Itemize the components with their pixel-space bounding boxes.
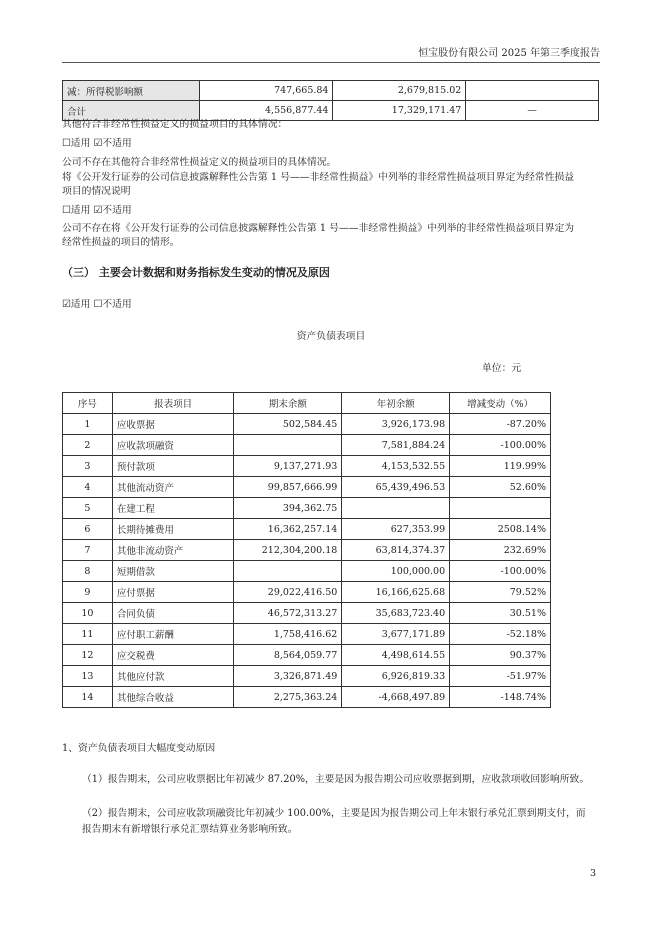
closing-balance: 212,304,200.18	[234, 540, 342, 561]
closing-balance: 502,584.45	[234, 414, 342, 435]
current-amount: 747,665.84	[199, 81, 333, 101]
row-index: 4	[63, 477, 113, 498]
section-title: （三） 主要会计数据和财务指标发生变动的情况及原因	[62, 266, 330, 279]
column-header: 序号	[63, 393, 113, 414]
opening-balance: 65,439,496.53	[342, 477, 450, 498]
item-name: 短期借款	[112, 561, 234, 582]
table-row	[63, 687, 551, 708]
table-header-row	[63, 393, 551, 414]
opening-balance: 100,000.00	[342, 561, 450, 582]
table-row	[63, 561, 551, 582]
closing-balance	[234, 561, 342, 582]
row-index: 14	[63, 687, 113, 708]
row-index: 5	[63, 498, 113, 519]
table-row	[63, 582, 551, 603]
paragraph: 将《公开发行证券的公司信息披露解释性公告第 1 号——非经常性损益》中列举的非经常性损益项目界定为经常性损益	[62, 172, 575, 183]
reason-paragraph: （2）报告期末，公司应收款项融资比年初减少 100.00%，主要是因为报告期公司上年末银行承兑汇票到期支付，而	[82, 808, 586, 819]
closing-balance: 8,564,059.77	[234, 645, 342, 666]
page-number: 3	[590, 868, 597, 879]
change-percent: -52.18%	[450, 624, 551, 645]
change-percent: 30.51%	[450, 603, 551, 624]
closing-balance: 3,326,871.49	[234, 666, 342, 687]
reasons-heading: 1、资产负债表项目大幅度变动原因	[62, 743, 216, 754]
row-index: 12	[63, 645, 113, 666]
opening-balance: 3,926,173.98	[342, 414, 450, 435]
column-header: 增减变动（%）	[450, 393, 551, 414]
closing-balance: 394,362.75	[234, 498, 342, 519]
change-percent: -100.00%	[450, 561, 551, 582]
item-name: 在建工程	[112, 498, 234, 519]
applicable-checkbox-line: ☑适用 ☐不适用	[62, 299, 132, 310]
row-index: 11	[63, 624, 113, 645]
paragraph: 项目的情况说明	[62, 186, 131, 197]
item-name: 应付票据	[112, 582, 234, 603]
change-percent: 119.99%	[450, 456, 551, 477]
closing-balance: 1,758,416.62	[234, 624, 342, 645]
change-percent: -100.00%	[450, 435, 551, 456]
unit-label: 单位：元	[482, 363, 522, 374]
opening-balance: 4,498,614.55	[342, 645, 450, 666]
item-name: 应收票据	[112, 414, 234, 435]
item-name: 其他综合收益	[112, 687, 234, 708]
current-amount: 4,556,877.44	[199, 101, 333, 121]
item-name: 应交税费	[112, 645, 234, 666]
row-index: 7	[63, 540, 113, 561]
header-divider	[62, 62, 600, 63]
opening-balance: 7,581,884.24	[342, 435, 450, 456]
applicable-checkbox-line: ☐适用 ☑不适用	[62, 205, 132, 216]
change-percent: 79.52%	[450, 582, 551, 603]
row-label: 合计	[63, 101, 200, 121]
table-row	[63, 456, 551, 477]
table-row	[63, 498, 551, 519]
column-header: 报表项目	[112, 393, 234, 414]
balance-sheet-table	[62, 392, 551, 708]
note-cell	[466, 81, 599, 101]
closing-balance: 2,275,363.24	[234, 687, 342, 708]
change-percent	[450, 498, 551, 519]
table-row	[63, 603, 551, 624]
table-caption: 资产负债表项目	[296, 331, 366, 342]
change-percent: 90.37%	[450, 645, 551, 666]
opening-balance: 3,677,171.89	[342, 624, 450, 645]
change-percent: 52.60%	[450, 477, 551, 498]
paragraph: 其他符合非经常性损益定义的损益项目的具体情况：	[62, 119, 288, 130]
closing-balance: 46,572,313.27	[234, 603, 342, 624]
table-row	[63, 519, 551, 540]
non-recurring-table	[62, 80, 599, 121]
row-index: 1	[63, 414, 113, 435]
row-label: 减：所得税影响额	[63, 81, 200, 101]
ytd-amount: 17,329,171.47	[333, 101, 466, 121]
change-percent: 232.69%	[450, 540, 551, 561]
opening-balance: 4,153,532.55	[342, 456, 450, 477]
opening-balance: 16,166,625.68	[342, 582, 450, 603]
report-header: 恒宝股份有限公司 2025 年第三季度报告	[418, 48, 600, 59]
table-row	[63, 666, 551, 687]
item-name: 预付款项	[112, 456, 234, 477]
change-percent: -51.97%	[450, 666, 551, 687]
change-percent: -87.20%	[450, 414, 551, 435]
row-index: 8	[63, 561, 113, 582]
paragraph: 公司不存在将《公开发行证券的公司信息披露解释性公告第 1 号——非经常性损益》中列举的非经常性损益项目界定为	[62, 223, 575, 234]
closing-balance: 29,022,416.50	[234, 582, 342, 603]
item-name: 其他流动资产	[112, 477, 234, 498]
table-row	[63, 477, 551, 498]
table-row	[63, 414, 551, 435]
item-name: 应付职工薪酬	[112, 624, 234, 645]
table-row	[63, 540, 551, 561]
table-row	[63, 81, 599, 101]
change-percent: 2508.14%	[450, 519, 551, 540]
row-index: 13	[63, 666, 113, 687]
closing-balance: 99,857,666.99	[234, 477, 342, 498]
paragraph: 公司不存在其他符合非经常性损益定义的损益项目的具体情况。	[62, 157, 337, 168]
opening-balance: -4,668,497.89	[342, 687, 450, 708]
item-name: 其他非流动资产	[112, 540, 234, 561]
closing-balance: 16,362,257.14	[234, 519, 342, 540]
table-row	[63, 645, 551, 666]
reason-paragraph: 报告期末有新增银行承兑汇票结算业务影响所致。	[82, 824, 298, 835]
column-header: 年初余额	[342, 393, 450, 414]
applicable-checkbox-line: ☐适用 ☑不适用	[62, 138, 132, 149]
change-percent: -148.74%	[450, 687, 551, 708]
ytd-amount: 2,679,815.02	[333, 81, 466, 101]
opening-balance	[342, 498, 450, 519]
item-name: 长期待摊费用	[112, 519, 234, 540]
row-index: 6	[63, 519, 113, 540]
item-name: 应收款项融资	[112, 435, 234, 456]
table-row	[63, 624, 551, 645]
row-index: 9	[63, 582, 113, 603]
row-index: 10	[63, 603, 113, 624]
reason-paragraph: （1）报告期末，公司应收票据比年初减少 87.20%，主要是因为报告期公司应收票据到期，应收款项收回影响所致。	[82, 774, 590, 785]
paragraph: 经常性损益的项目的情形。	[62, 237, 180, 248]
closing-balance: 9,137,271.93	[234, 456, 342, 477]
column-header: 期末余额	[234, 393, 342, 414]
row-index: 3	[63, 456, 113, 477]
item-name: 合同负债	[112, 603, 234, 624]
item-name: 其他应付款	[112, 666, 234, 687]
opening-balance: 63,814,374.37	[342, 540, 450, 561]
opening-balance: 35,683,723.40	[342, 603, 450, 624]
closing-balance	[234, 435, 342, 456]
opening-balance: 6,926,819.33	[342, 666, 450, 687]
note-cell: —	[466, 101, 599, 121]
opening-balance: 627,353.99	[342, 519, 450, 540]
row-index: 2	[63, 435, 113, 456]
table-row	[63, 435, 551, 456]
